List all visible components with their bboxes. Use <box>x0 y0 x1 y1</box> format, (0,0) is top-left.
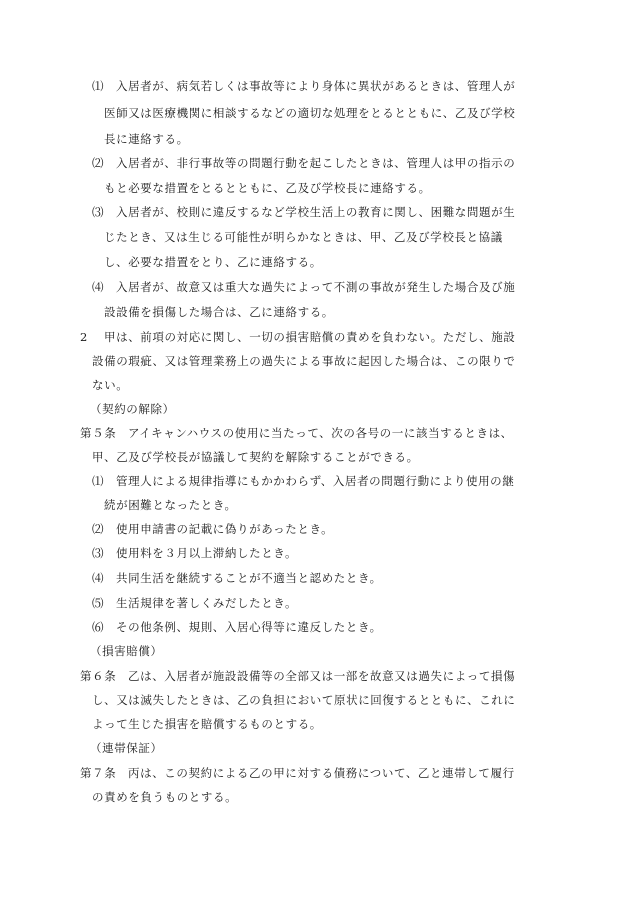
paragraph-number: 2 <box>80 330 88 344</box>
paragraph-2-line-1: 2 甲は、前項の対応に関し、一切の損害賠償の責めを負わない。ただし、施設 <box>80 330 516 344</box>
item-number: ⑹ <box>92 620 105 634</box>
article-5-item-4: ⑷ 共同生活を継続することが不適当と認めたとき。 <box>92 571 382 585</box>
article-6-line-1: 第６条 乙は、入居者が施設設備等の全部又は一部を故意又は過失によって損傷 <box>80 669 516 683</box>
article-5-item-1-line-2: 続が困難となったとき。 <box>104 498 237 512</box>
item-number: ⑸ <box>92 596 105 610</box>
article-5-line-1: 第５条 アイキャンハウスの使用に当たって、次の各号の一に該当するときは、 <box>80 426 513 440</box>
item-number: ⑷ <box>92 571 105 585</box>
article-5-item-1-line-1: ⑴ 管理人による規律指導にもかかわらず、入居者の問題行動により使用の継 <box>92 474 515 488</box>
article-6-line-2: し、又は滅失したときは、乙の負担において原状に回復するとともに、これに <box>92 693 516 707</box>
article-number: 第７条 <box>80 766 117 780</box>
item-4-line-1: ⑷ 入居者が、故意又は重大な過失によって不測の事故が発生した場合及び施 <box>92 280 516 294</box>
item-1-line-2: 医師又は医療機関に相談するなどの適切な処理をとるとともに、乙及び学校 <box>104 106 516 120</box>
item-4-line-2: 設設備を損傷した場合は、乙に連絡する。 <box>104 305 334 319</box>
article-number: 第６条 <box>80 669 117 683</box>
article-5-line-2: 甲、乙及び学校長が協議して契約を解除することができる。 <box>92 450 419 464</box>
item-1-line-1: ⑴ 入居者が、病気若しくは事故等により身体に異状があるときは、管理人が <box>92 79 516 93</box>
item-number: ⑴ <box>92 474 105 488</box>
article-6-heading: （損害賠償） <box>90 644 163 658</box>
paragraph-2-line-2: 設備の瑕疵、又は管理業務上の過失による事故に起因した場合は、この限りで <box>92 354 516 368</box>
article-5-item-3: ⑶ 使用料を３月以上滞納したとき。 <box>92 546 298 560</box>
item-3-line-3: し、必要な措置をとり、乙に連絡する。 <box>104 255 322 269</box>
item-number: ⑶ <box>92 205 105 219</box>
item-1-line-3: 長に連絡する。 <box>104 132 189 146</box>
item-2-line-2: もと必要な措置をとるとともに、乙及び学校長に連絡する。 <box>104 181 431 195</box>
item-number: ⑵ <box>92 156 105 170</box>
article-5-item-6: ⑹ その他条例、規則、入居心得等に違反したとき。 <box>92 620 382 634</box>
article-5-heading: （契約の解除） <box>90 402 175 416</box>
item-number: ⑷ <box>92 280 105 294</box>
article-7-line-1: 第７条 丙は、この契約による乙の甲に対する債務について、乙と連帯して履行 <box>80 766 515 780</box>
article-7-heading: （連帯保証） <box>90 741 163 755</box>
item-number: ⑶ <box>92 546 105 560</box>
item-3-line-1: ⑶ 入居者が、校則に違反するなど学校生活上の教育に関し、困難な問題が生 <box>92 205 516 219</box>
item-2-line-1: ⑵ 入居者が、非行事故等の問題行動を起こしたときは、管理人は甲の指示の <box>92 156 516 170</box>
article-6-line-3: よって生じた損害を賠償するものとする。 <box>92 717 322 731</box>
article-5-item-2: ⑵ 使用申請書の記載に偽りがあったとき。 <box>92 522 334 536</box>
item-number: ⑴ <box>92 79 105 93</box>
item-number: ⑵ <box>92 522 105 536</box>
item-3-line-2: じたとき、又は生じる可能性が明らかなときは、甲、乙及び学校長と協議 <box>104 230 503 244</box>
article-7-line-2: の責めを負うものとする。 <box>92 790 238 804</box>
article-number: 第５条 <box>80 426 117 440</box>
article-5-item-5: ⑸ 生活規律を著しくみだしたとき。 <box>92 596 298 610</box>
paragraph-2-line-3: ない。 <box>92 378 129 392</box>
